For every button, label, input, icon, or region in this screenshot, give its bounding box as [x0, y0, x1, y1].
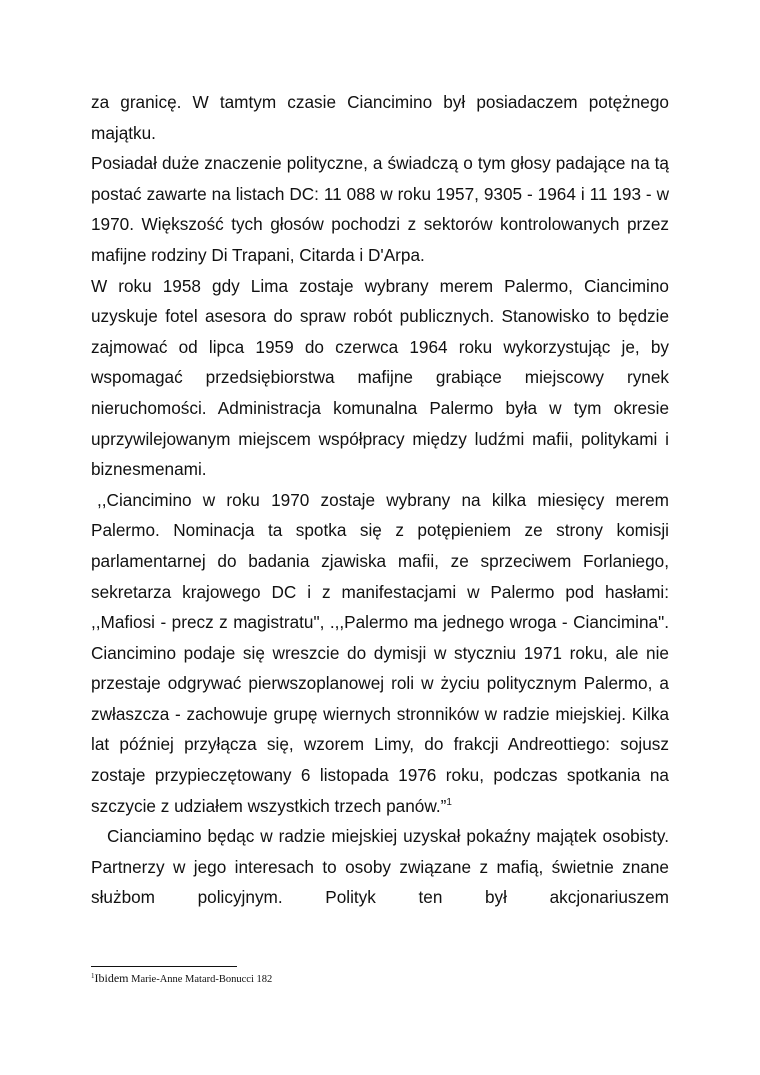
footnote-ibidem: Ibidem — [94, 971, 129, 985]
footnote — [91, 971, 272, 987]
quote-paragraph — [91, 485, 669, 822]
paragraph-3: W roku 1958 gdy Lima zostaje wybrany merem Palermo, Ciancimino uzyskuje fotel asesora do spraw robót publicznych. Stanowisko to będzie zajmować od lipca 1959 do czerwca 1964 roku wykorzystując je, by wspomagać przedsiębiorstwa mafijne grabiące miejscowy rynek nieruchomości. Administracja komunalna Palermo była w tym okresie uprzywilejowanym miejscem współpracy między ludźmi mafii, politykami i biznesmenami. — [91, 275, 669, 480]
footnote-source: Marie-Anne Matard-Bonucci 182 — [131, 974, 273, 985]
paragraph-2: Posiadał duże znaczenie polityczne, a świadczą o tym głosy padające na tą postać zawarte na listach DC: 11 088 w roku 1957, 9305 - 1964 i 11 193 - w 1970. Większość tych głosów pochodzi z sektorów kontrolowanych przez mafijne rodziny Di Trapani, Citarda i D'Arpa. — [91, 153, 669, 265]
body-text — [91, 87, 669, 913]
footnote-separator — [91, 966, 237, 967]
footnote-reference[interactable]: 1 — [446, 796, 452, 808]
paragraph-1: za granicę. W tamtym czasie Ciancimino był posiadaczem potężnego majątku. — [91, 92, 669, 143]
quote-text: ,,Ciancimino w roku 1970 zostaje wybrany na kilka miesięcy merem Palermo. Nominacja ta spotka się z potępieniem ze strony komisji parlamentarnej do badania zjawiska mafii, ze sprzeciwem Forlaniego, sekretarza krajowego DC i z manifestacjami w Palermo pod hasłami: ,,Mafiosi - precz z magistratu", .,,Palermo ma jednego wroga - Ciancimina". Ciancimino podaje się wreszcie do dymisji w styczniu 1971 roku, ale nie przestaje odgrywać pierwszoplanowej roli w życiu politycznym Palermo, a zwłaszcza - zachowuje grupę wiernych stronników w radzie miejskiej. Kilka lat później przyłącza się, wzorem Limy, do frakcji Andreottiego: sojusz zostaje przypieczętowany 6 listopada 1976 roku, podczas spotkania na szczycie z udziałem wszystkich trzech panów.” — [91, 489, 669, 816]
paragraph-5: Cianciamino będąc w radzie miejskiej uzyskał pokaźny majątek osobisty. Partnerzy w jego interesach to osoby związane z mafią, świetnie znane służbom policyjnym. Polityk ten był akcjonariuszem — [91, 826, 669, 908]
footnote-number: 1 — [91, 972, 95, 980]
